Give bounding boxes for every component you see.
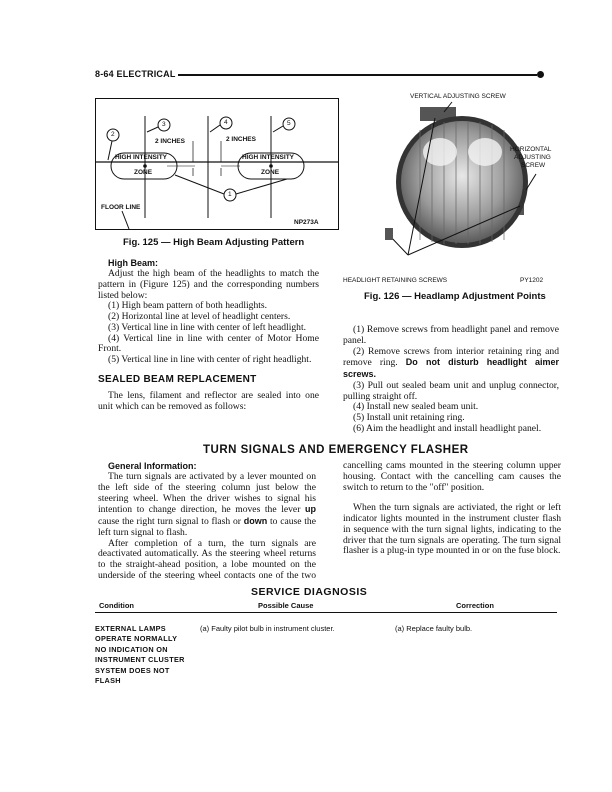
general-info-heading: General Information: [108,461,197,471]
condition-cell [95,624,195,686]
condition-line: SYSTEM DOES NOT [95,665,170,675]
turn-signals-heading: TURN SIGNALS AND EMERGENCY FLASHER [203,444,469,456]
high-beam-item: (4) Vertical line in line with center of Motor Home Front. [98,332,319,355]
high-beam-intro: Adjust the high beam of the headlights to match the pattern in (Figure 125) and the corresponding numbers listed below: [98,268,319,301]
horizontal-screw-label-1: HORIZONTAL [510,146,552,153]
paragraph-2-continued: cancelling cams mounted in the steering column upper housing. Contact with the cancelling cam causes the switch to return to the "off" position. [343,461,561,493]
sealed-beam-heading: SEALED BEAM REPLACEMENT [98,373,257,385]
high-beam-item: (3) Vertical line in line with center of left headlight. [108,321,307,333]
paragraph-2: After completion of a turn, the turn signals are deactivated automatically. As the steering wheel returns to the straight-ahead position, a lobe mounted on the underside of the steering wheel contacts one of the two [98,538,316,581]
condition-line: EXTERNAL LAMPS [95,624,166,633]
up-text: up [304,504,316,515]
step: (5) Install unit retaining ring. [353,412,465,423]
callout-3: 3 [162,121,166,128]
zone-left-label-2: ZONE [134,169,153,176]
callout-4: 4 [224,119,228,126]
correction-cell: (a) Replace faulty bulb. [395,624,473,633]
cause-cell: (a) Faulty pilot bulb in instrument cluster. [200,624,335,633]
callout-2: 2 [111,131,115,138]
figure-125-caption: Fig. 125 — High Beam Adjusting Pattern [123,237,305,248]
step: (2) Remove screws from interior retaining ring and remove ring. [343,345,559,369]
service-diagnosis-heading: SERVICE DIAGNOSIS [251,586,368,598]
high-beam-item: (2) Horizontal line at level of headlight centers. [108,311,291,322]
zone-right-label-1: HIGH INTENSITY [242,154,295,161]
inches-right-label: 2 INCHES [226,136,256,143]
condition-line: INSTRUMENT CLUSTER [95,655,185,665]
header-bullet [537,71,544,78]
high-beam-section [98,258,319,412]
column-header-cause: Possible Cause [258,601,314,610]
figure-code: NP273A [294,219,319,226]
vertical-screw-label: VERTICAL ADJUSTING SCREW [410,93,506,100]
horizontal-screw-label-2: ADJUSTING [514,154,551,161]
callout-1: 1 [228,191,232,198]
floor-line-label: FLOOR LINE [101,204,141,211]
callout-5: 5 [287,120,291,127]
condition-line: FLASH [95,676,121,686]
step: (3) Pull out sealed beam unit and unplug connector, pulling straight off. [343,379,559,402]
high-beam-heading: High Beam: [108,258,159,268]
page-header: 8-64 ELECTRICAL [95,69,176,79]
header-rule [178,74,537,76]
column-header-condition: Condition [99,601,134,610]
zone-right-label-2: ZONE [261,169,280,176]
inches-left-label: 2 INCHES [155,138,185,145]
sealed-beam-steps [343,325,559,435]
paragraph-3: When the turn signals are activiated, the right or left indicator lights mounted in the instrument cluster flash in sequence with the turn signal lights, indicating to the driver that the turn signals are operating. The turn signal flasher is a plug-in type mounted in or on the fuse block. [343,502,561,557]
paragraph-text: cause the right turn signal to flash or [98,516,241,527]
paragraph-text: The turn signals are activated by a lever mounted on the left side of the steering column just below the steering wheel. When the driver wishes to signal his intention to change direction, he moves the lever [98,471,316,516]
condition-line: NO INDICATION ON [95,644,168,654]
paragraph-text: to cause the left turn signal to flash. [98,516,316,538]
figure-126-caption: Fig. 126 — Headlamp Adjustment Points [364,291,546,302]
figure-126-code: PY1202 [520,277,544,284]
table-rule [95,612,557,613]
horizontal-screw-label-3: SCREW [521,162,546,169]
step: (1) Remove screws from headlight panel and remove panel. [343,324,559,346]
column-header-correction: Correction [456,601,494,610]
figure-125-diagram [95,98,339,230]
turn-signals-left [98,461,316,582]
step: (6) Aim the headlight and install headlight panel. [353,422,542,434]
sealed-beam-intro: The lens, filament and reflector are sealed into one unit which can be removed as follows: [98,389,319,412]
high-beam-item: (1) High beam pattern of both headlights. [108,300,268,312]
figure-126-headlamp [340,90,570,275]
retaining-screws-label: HEADLIGHT RETAINING SCREWS [343,277,448,284]
condition-line: OPERATE NORMALLY [95,634,178,644]
turn-signals-right [343,461,561,557]
zone-left-label-1: HIGH INTENSITY [115,154,168,161]
down-text: down [243,516,268,526]
warning-text: Do not disturb headlight aimer screws. [343,357,559,379]
high-beam-item: (5) Vertical line in line with center of right headlight. [108,354,312,365]
step: (4) Install new sealed beam unit. [353,401,479,413]
